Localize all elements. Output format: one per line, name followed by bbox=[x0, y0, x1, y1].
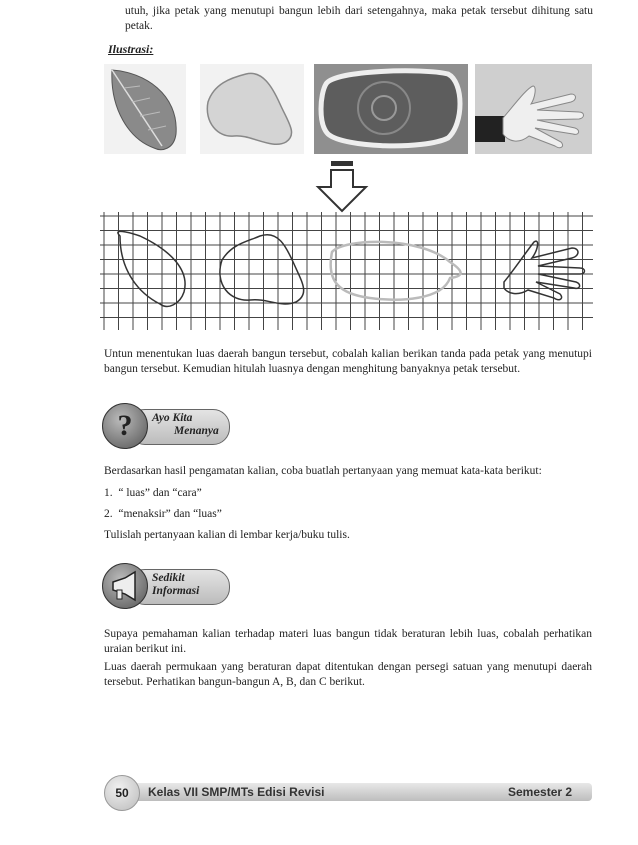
semester-label: Semester 2 bbox=[508, 785, 573, 799]
info-paragraph: Supaya pemahaman kalian terhadap materi luas bangun tidak beraturan lebih luas, cobalah perhatikan uraian berikut ini. bbox=[104, 628, 592, 655]
list-text: “ luas” dan “cara” bbox=[118, 487, 202, 499]
list-text: “menaksir” dan “luas” bbox=[118, 508, 222, 520]
down-arrow-icon bbox=[314, 161, 370, 213]
question-prompt: Berdasarkan hasil pengamatan kalian, coba buatlah pertanyaan yang memuat kata-kata berikut: bbox=[104, 465, 542, 477]
badge2-line2: Informasi bbox=[152, 585, 200, 597]
grid-figure bbox=[100, 212, 593, 330]
leaf-image bbox=[104, 64, 186, 154]
page-number: 50 bbox=[104, 775, 140, 811]
question-mark-icon: ? bbox=[102, 403, 148, 449]
sedikit-informasi-badge bbox=[102, 563, 230, 611]
intro-text: utuh, jika petak yang menutupi bangun lebih dari setengahnya, maka petak tersebut dihitung satu petak. bbox=[125, 5, 593, 32]
badge1-line2: Menanya bbox=[174, 425, 219, 437]
megaphone-icon bbox=[102, 563, 148, 609]
illustration-title: Ilustrasi: bbox=[108, 42, 154, 56]
hand-image bbox=[475, 64, 592, 154]
hand-outline bbox=[504, 241, 585, 299]
instruction-paragraph: Untun menentukan luas daerah bangun tersebut, cobalah kalian berikan tanda pada petak yang menutupi bangun tersebut. Kemudian hitulah luasnya dengan menghitung banyaknya petak tersebut. bbox=[104, 348, 592, 375]
list-number: 1. bbox=[104, 487, 113, 499]
write-instruction: Tulislah pertanyaan kalian di lembar kerja/buku tulis. bbox=[104, 529, 350, 541]
leaf-outline bbox=[118, 231, 185, 306]
badge2-line1: Sedikit bbox=[152, 572, 185, 584]
list-number: 2. bbox=[104, 508, 113, 520]
info-paragraph-2: Luas daerah permukaan yang beraturan dapat ditentukan dengan persegi satuan yang menutupi daerah tersebut. Perhatikan bangun-bangun A, B, dan C berikut. bbox=[104, 661, 592, 688]
list-item bbox=[104, 507, 222, 522]
blob-image bbox=[200, 64, 304, 154]
book-title: Kelas VII SMP/MTs Edisi Revisi bbox=[148, 785, 325, 799]
list-item bbox=[104, 486, 202, 501]
ayo-kita-menanya-badge bbox=[102, 403, 230, 449]
badge1-line1: Ayo Kita bbox=[152, 412, 193, 424]
oval-object-image bbox=[314, 64, 468, 154]
